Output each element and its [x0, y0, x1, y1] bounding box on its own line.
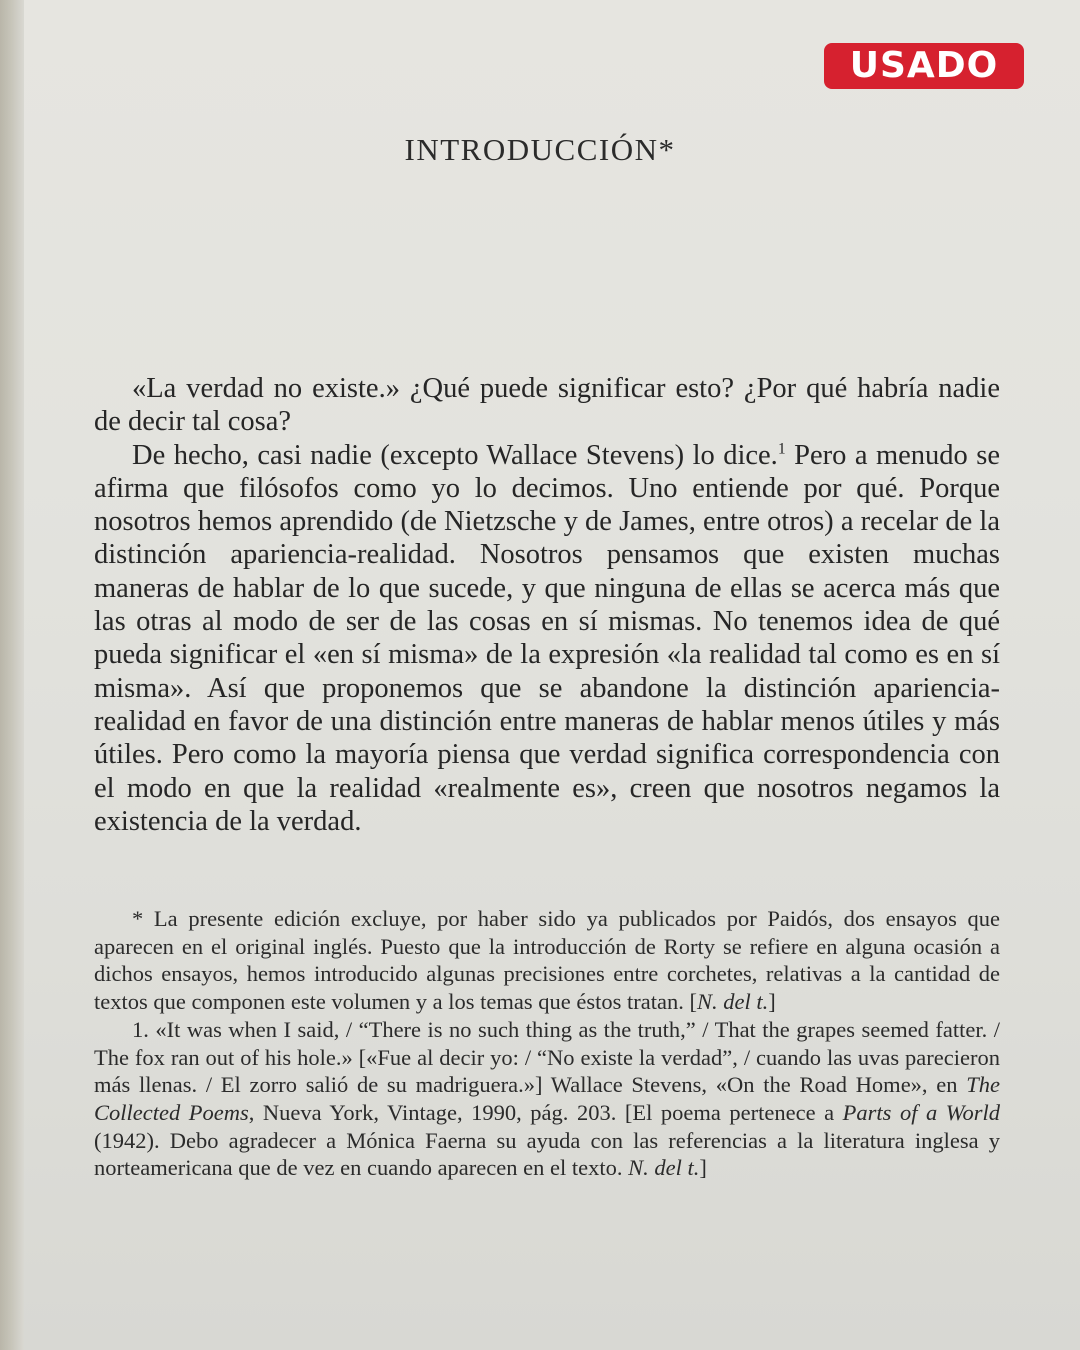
footnote-text: (1942). Debo agradecer a Mónica Faerna su ayuda con las referencias a la literatura inglesa y norteamericana que de vez en cuando aparecen en el texto.	[94, 1127, 1000, 1181]
footnote-reference: 1	[777, 440, 786, 458]
paragraph-text: Pero a menudo se afirma que filósofos como yo lo decimos. Uno entiende por qué. Porque nosotros hemos aprendido (de Nietzsche y de James, entre otros) a recelar de la distinción apariencia-realidad. Nosotros pensamos que existen muchas maneras de hablar de lo que sucede, y que ninguna de ellas se acerca más que las otras al modo de ser de las cosas en sí mismas. No tenemos idea de qué pueda significar el «en sí misma» de la expresión «la realidad tal como es en sí misma». Así que proponemos que se abandone la distinción apariencia-realidad en favor de una distinción entre maneras de hablar menos útiles y más útiles. Pero como la mayoría piensa que verdad significa correspondencia con el modo en que la realidad «realmente es», creen que nosotros negamos la existencia de la verdad.	[94, 439, 1000, 837]
translator-note: N. del t.	[696, 989, 769, 1015]
footnote-text: ]	[768, 989, 776, 1015]
book-title: The Collected Poems	[94, 1072, 1000, 1125]
footnote-text: ]	[699, 1155, 707, 1181]
footnotes	[94, 905, 1000, 1182]
main-text	[94, 372, 1000, 838]
paragraph-text: De hecho, casi nadie (excepto Wallace Stevens) lo dice.	[132, 439, 778, 471]
footnote-text: , Nueva York, Vintage, 1990, pág. 203. [El poema pertenece a	[248, 1099, 843, 1125]
translator-note: N. del t.	[628, 1155, 700, 1181]
page-binding-edge	[0, 0, 24, 1350]
chapter-title: INTRODUCCIÓN*	[404, 132, 676, 167]
book-title: Parts of a World	[842, 1099, 1000, 1125]
paragraph	[94, 439, 1000, 839]
used-badge: USADO	[824, 43, 1024, 89]
paragraph: «La verdad no existe.» ¿Qué puede significar esto? ¿Por qué habría nadie de decir tal cosa?	[94, 373, 1000, 438]
footnote-marker: 1.	[132, 1016, 149, 1042]
footnote-star	[94, 905, 1000, 1016]
footnote-text: La presente edición excluye, por haber sido ya publicados por Paidós, dos ensayos que aparecen en el original inglés. Puesto que la introducción de Rorty se refiere en alguna ocasión a dichos ensayos, hemos introducido algunas precisiones entre corchetes, relativas a la cantidad de textos que componen este volumen y a los temas que éstos tratan. [	[94, 906, 1000, 1015]
footnote-marker: *	[132, 906, 144, 931]
footnote-1	[94, 1016, 1000, 1182]
footnote-text: «It was when I said, / “There is no such thing as the truth,” / That the grapes seemed fatter. / The fox ran out of his hole.» [«Fue al decir yo: / “No existe la verdad”, / cuando las uvas parecieron más llenas. / El zorro salió de su madriguera.»] Wallace Stevens, «On the Road Home», en	[94, 1016, 1000, 1098]
